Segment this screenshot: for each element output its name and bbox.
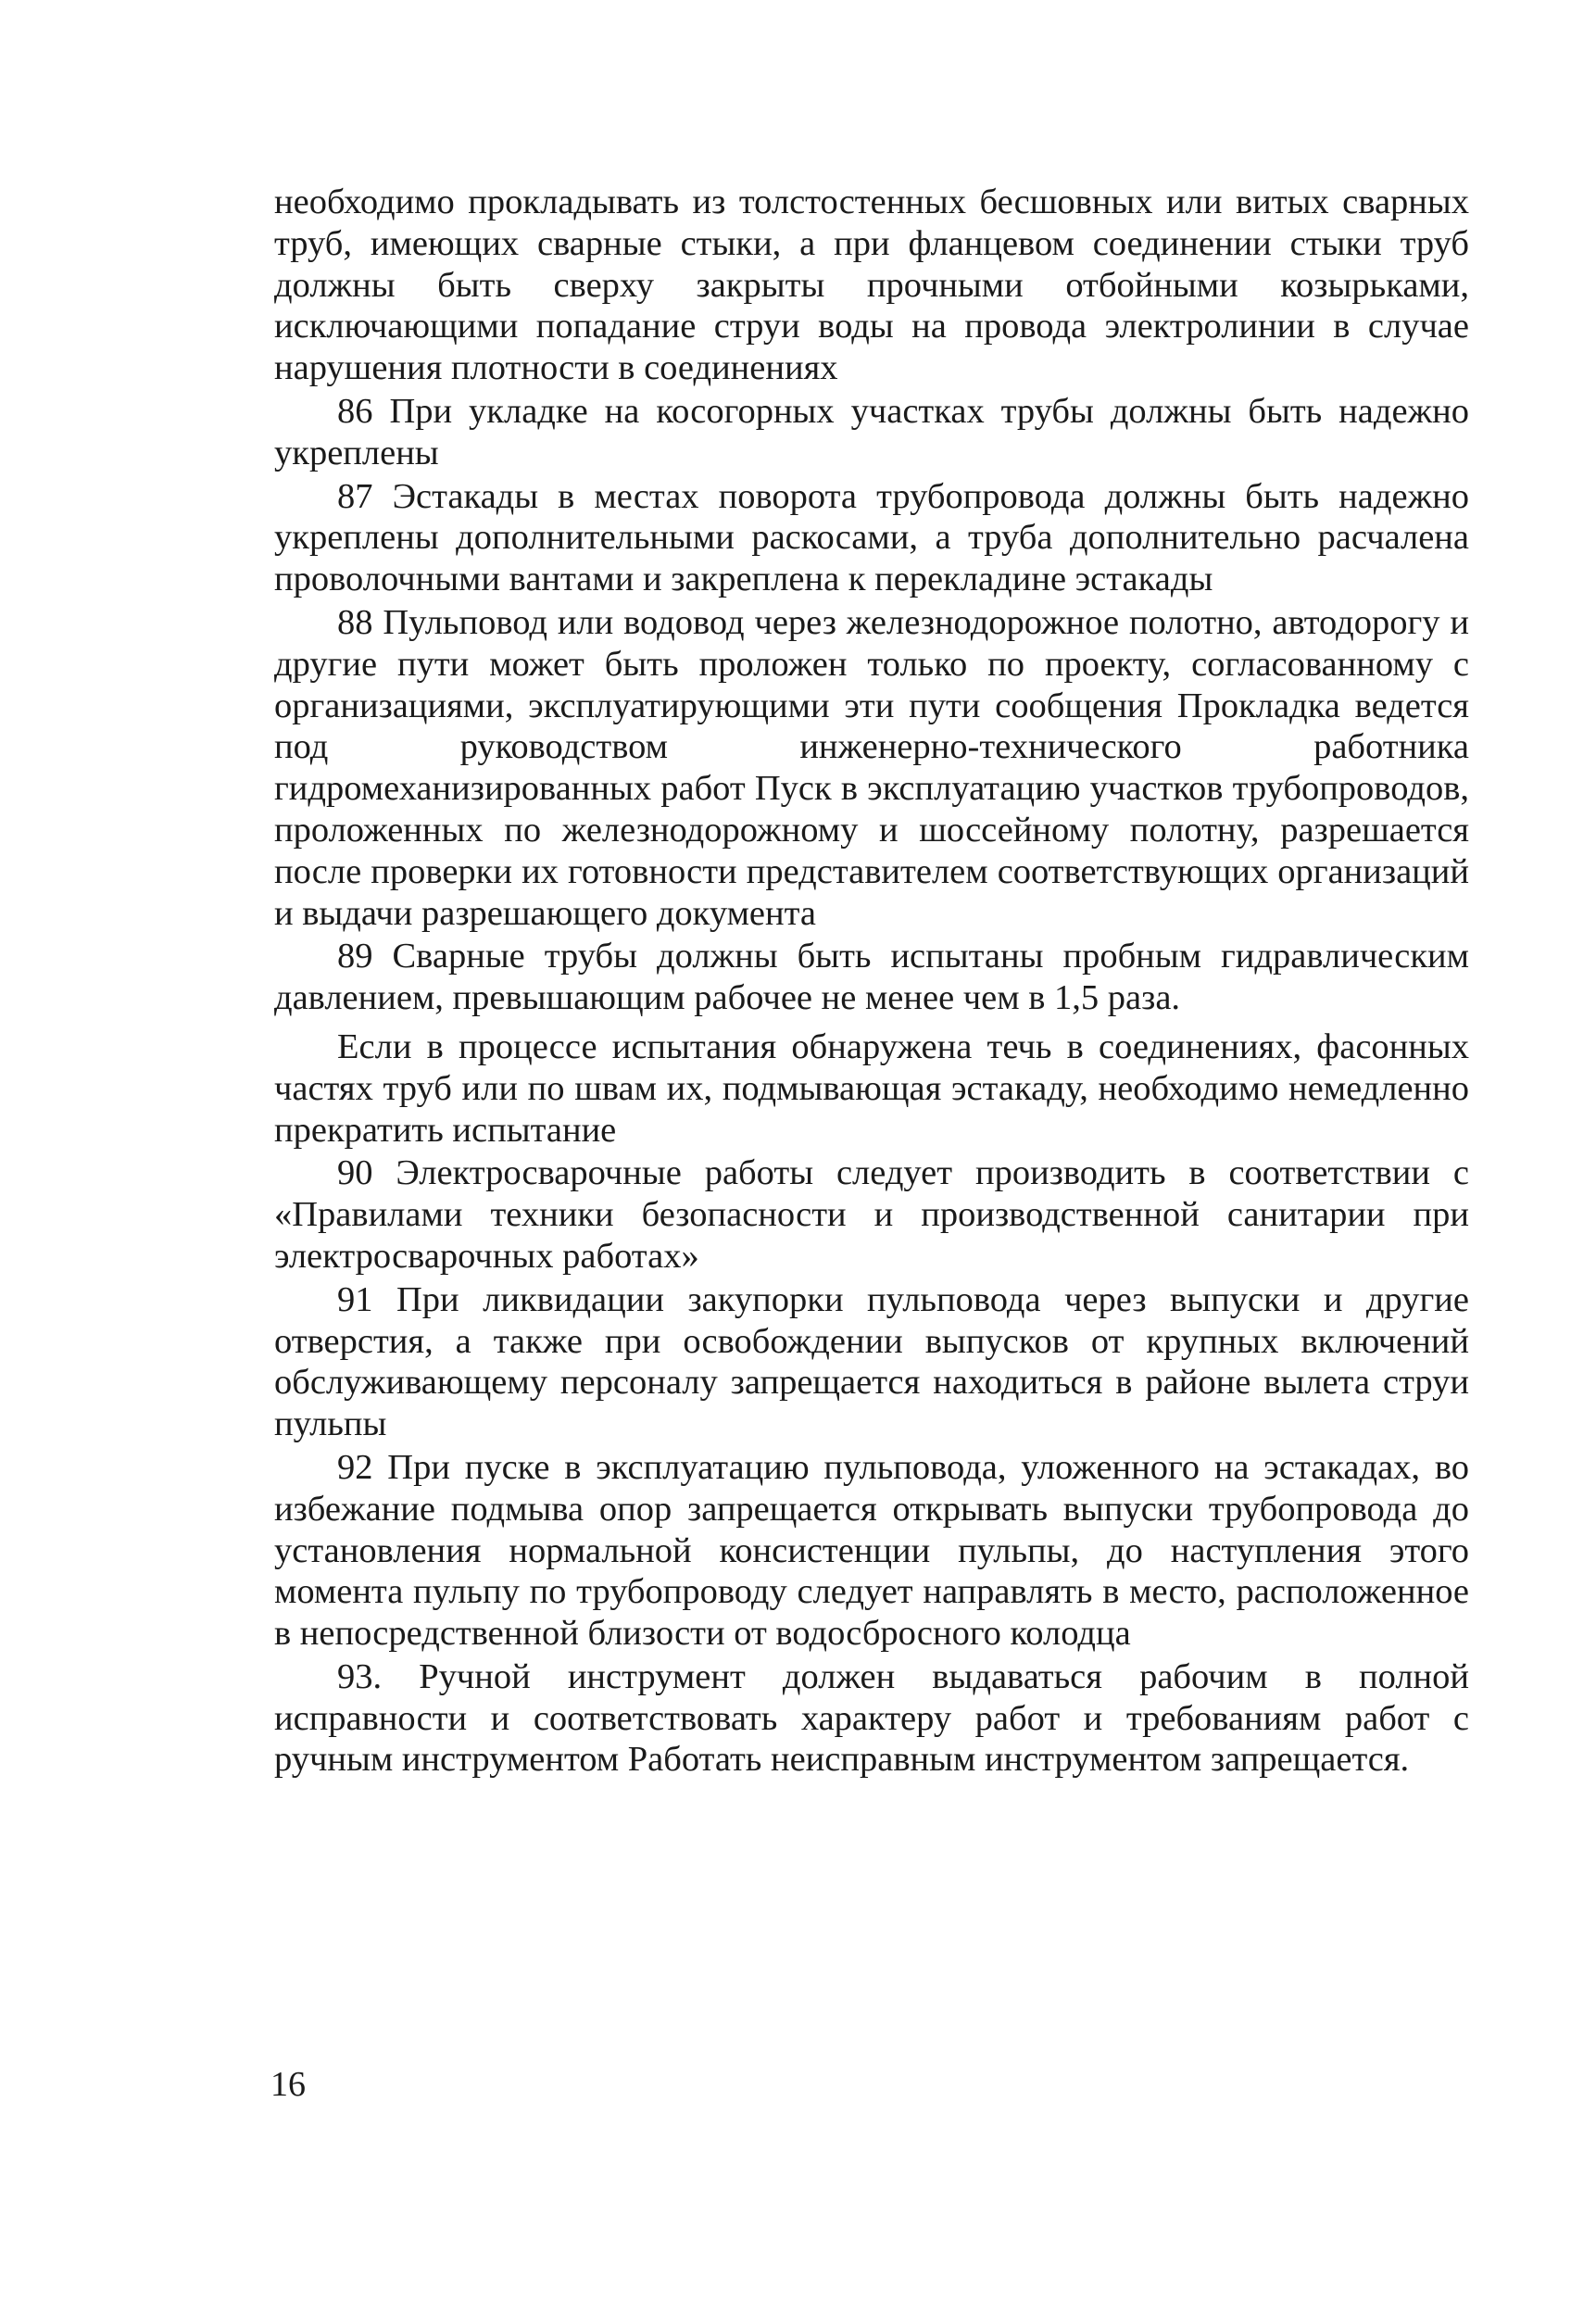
paragraph-87: 87 Эстакады в местах поворота трубопровода должны быть надежно укреплены дополнительными раскосами, а труба дополнительно расчалена проволочными вантами и закреплена к перекладине эстакады <box>274 476 1469 599</box>
page-number: 16 <box>270 2065 306 2104</box>
paragraph-89-continued: Если в процессе испытания обнаружена течь в соединениях, фасонных частях труб или по швам их, подмывающая эстакаду, необходимо немедленно прекратить испытание <box>274 1026 1469 1150</box>
paragraph-92: 92 При пуске в эксплуатацию пульповода, уложенного на эстакадах, во избежание подмыва опор запрещается открывать выпуски трубопровода до установления нормальной консистенции пульпы, до наступления этого момента пульпу по трубопроводу следует направлять в место, расположенное в непосредственной близости от водосбросного колодца <box>274 1447 1469 1654</box>
paragraph-91: 91 При ликвидации закупорки пульповода через выпуски и другие отверстия, а также при освобождении выпусков от крупных включений обслуживающему персоналу запрещается находиться в районе вылета струи пульпы <box>274 1279 1469 1444</box>
paragraph-90: 90 Электросварочные работы следует производить в соответствии с «Правилами техники безопасности и производственной санитарии при электросварочных работах» <box>274 1153 1469 1276</box>
paragraph-88: 88 Пульповод или водовод через железнодорожное полотно, автодорогу и другие пути может быть проложен только по проекту, согласованному с организациями, эксплуатирующими эти пути сообщения Прокладка ведется под руководством инженерно-технического работника гидромеханизированных работ Пуск в эксплуатацию участков трубопроводов, проложенных по железнодорожному и шоссейному полотну, разрешается после проверки их готовности представителем соответствующих организаций и выдачи разрешающего документа <box>274 602 1469 933</box>
paragraph-86: 86 При укладке на косогорных участках трубы должны быть надежно укреплены <box>274 391 1469 472</box>
paragraph-89: 89 Сварные трубы должны быть испытаны пробным гидравлическим давлением, превышающим рабочее не менее чем в 1,5 раза. <box>274 937 1469 1018</box>
paragraph-continuation: необходимо прокладывать из толстостенных бесшовных или витых сварных труб, имеющих сварные стыки, а при фланцевом соединении стыки труб должны быть сверху закрыты прочными отбойными козырьками, исключающими попадание струи воды на провода электролинии в случае нарушения плотности в соединениях <box>274 183 1469 388</box>
body-text <box>274 182 1469 1782</box>
paragraph-93: 93. Ручной инструмент должен выдаваться рабочим в полной исправности и соответствовать характеру работ и требованиям работ с ручным инструментом Работать неисправным инструментом запрещается. <box>274 1656 1469 1780</box>
